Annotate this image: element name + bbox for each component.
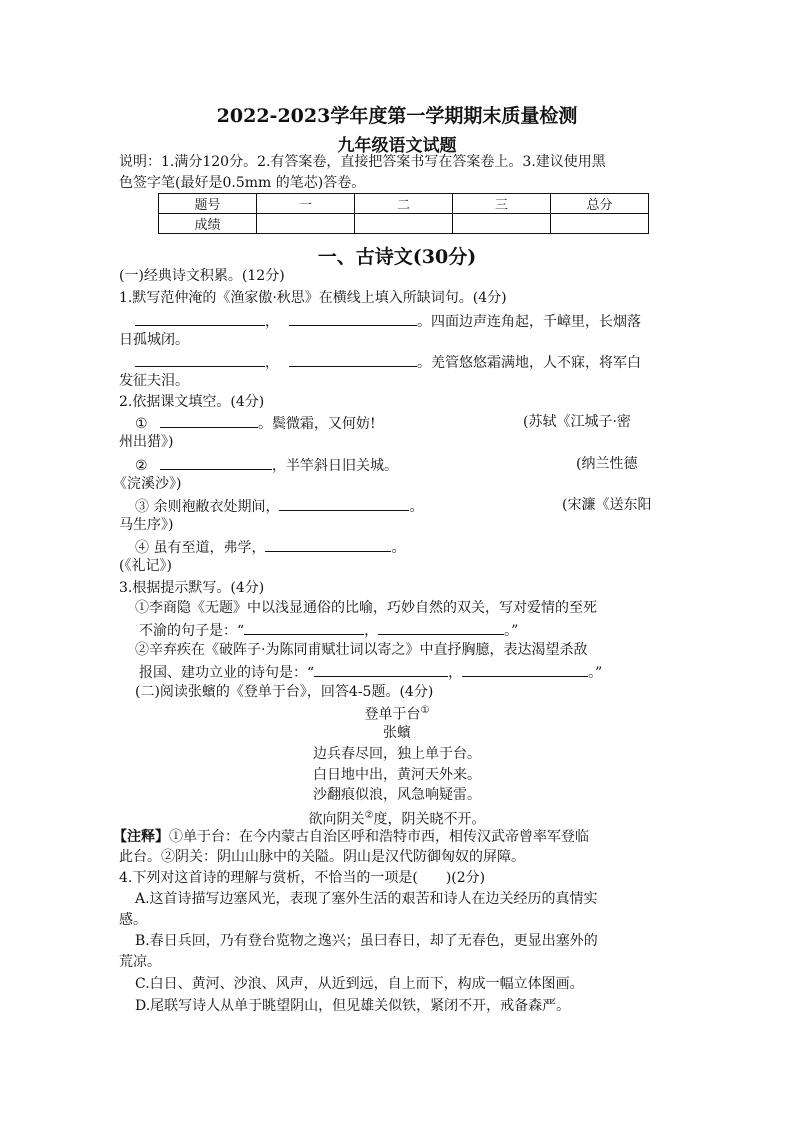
source-citation: 马生序》) xyxy=(119,517,174,533)
score-cell[interactable] xyxy=(257,214,355,234)
question-2-stem: 2.依据课文填空。(4分) xyxy=(119,394,265,410)
answer-blank[interactable] xyxy=(135,352,265,367)
score-table xyxy=(158,193,649,234)
poem-title-text: 登单于台 xyxy=(364,706,421,723)
poem-line xyxy=(0,807,794,829)
answer-blank[interactable] xyxy=(160,455,272,470)
instructions-line-1: 说明：1.满分120分。2.有答案卷，直接把答案书写在答案卷上。3.建议使用黑 xyxy=(119,154,606,170)
option-d: D.尾联写诗人从单于眺望阴山，但见雄关似铁，紧闭不开，戒备森严。 xyxy=(135,998,571,1014)
source-citation: 州出猎》) xyxy=(119,434,174,450)
text: ，半竿斜日旧关城。 xyxy=(272,458,399,474)
score-cell[interactable] xyxy=(453,214,551,234)
text: 。” xyxy=(504,623,519,639)
score-cell[interactable] xyxy=(551,214,649,234)
question-3-answer-1 xyxy=(139,620,518,640)
question-3-prompt-1: ①李商隐《无题》中以浅显通俗的比喻，巧妙自然的双关，写对爱情的至死 xyxy=(135,600,597,616)
answer-blank[interactable] xyxy=(135,311,265,326)
text: ③ 余则袍敝衣处期间， xyxy=(135,499,280,515)
poem-line: 边兵春尽回，独上单于台。 xyxy=(313,746,481,762)
text: 度，阴关晓不开。 xyxy=(373,811,486,828)
option-a-cont: 感。 xyxy=(119,912,147,928)
separator: ， xyxy=(364,623,379,639)
text: 。鬓微霜，又何妨! xyxy=(258,416,376,432)
question-4-stem: 4.下列对这首诗的理解与赏析，不恰当的一项是( )(2分) xyxy=(119,870,486,886)
part-heading: (一)经典诗文积累。(12分) xyxy=(119,268,285,284)
score-row-label: 成绩 xyxy=(159,214,257,234)
question-1-line-1 xyxy=(135,311,641,331)
answer-blank[interactable] xyxy=(244,620,364,635)
annotation-line-2: 此台。②阴关：阴山山脉中的关隘。阴山是汉代防御匈奴的屏障。 xyxy=(119,849,525,865)
answer-blank[interactable] xyxy=(160,413,258,428)
answer-blank[interactable] xyxy=(279,496,409,511)
separator: ， xyxy=(265,355,279,371)
score-header-cell: 一 xyxy=(257,194,355,214)
score-table-row xyxy=(159,214,649,234)
score-header-cell: 二 xyxy=(355,194,453,214)
question-3-prompt-2: ②辛弃疾在《破阵子·为陈同甫赋壮词以寄之》中直抒胸臆，表达渴望杀敌 xyxy=(135,642,588,658)
score-cell[interactable] xyxy=(355,214,453,234)
footnote-mark: ① xyxy=(420,705,430,716)
score-header-cell: 三 xyxy=(453,194,551,214)
annotation-line-1 xyxy=(113,828,589,846)
source-citation: (《礼记》) xyxy=(119,558,172,574)
score-header-cell: 总分 xyxy=(551,194,649,214)
question-1-stem: 1.默写范仲淹的《渔家傲·秋思》在横线上填入所缺词句。(4分) xyxy=(119,290,507,306)
source-citation: (纳兰性德 xyxy=(576,456,638,472)
option-a: A.这首诗描写边塞风光，表现了塞外生活的艰苦和诗人在边关经历的真情实 xyxy=(135,891,598,907)
text: 。四面边声连角起，千嶂里，长烟落 xyxy=(417,314,641,330)
score-header-cell: 题号 xyxy=(159,194,257,214)
text: ①单于台：在今内蒙古自治区呼和浩特市西，相传汉武帝曾率军登临 xyxy=(169,829,589,845)
question-2-item-3 xyxy=(135,496,423,516)
option-b-cont: 荒凉。 xyxy=(119,954,161,970)
text: 不渝的句子是：“ xyxy=(139,623,245,639)
question-2-item-2 xyxy=(135,455,398,475)
section-title: 一、古诗文(30分) xyxy=(317,246,477,268)
source-citation: (苏轼《江城子·密 xyxy=(523,414,631,430)
exam-title: 2022-2023学年度第一学期期末质量检测 xyxy=(216,105,578,127)
answer-blank[interactable] xyxy=(289,311,417,326)
text: 。 xyxy=(409,499,424,515)
answer-blank[interactable] xyxy=(378,620,504,635)
question-1-line-4: 发征夫泪。 xyxy=(119,373,189,389)
text: 。 xyxy=(391,540,406,556)
text: 。羌管悠悠霜满地，人不寐，将军白 xyxy=(417,355,641,371)
question-2-item-1 xyxy=(135,413,376,433)
question-1-line-3 xyxy=(135,352,641,372)
question-1-line-2: 日孤城闭。 xyxy=(119,332,189,348)
item-number: ② xyxy=(135,458,148,474)
source-citation: (宋濂《送东阳 xyxy=(562,497,652,513)
answer-blank[interactable] xyxy=(289,352,417,367)
question-3-stem: 3.根据提示默写。(4分) xyxy=(119,580,265,596)
text: 。” xyxy=(588,665,603,681)
text: ④ 虽有至道，弗学， xyxy=(135,540,266,556)
part-heading: (二)阅读张蠙的《登单于台》，回答4-5题。(4分) xyxy=(135,684,434,700)
answer-blank[interactable] xyxy=(462,662,588,677)
text: 欲向阴关 xyxy=(308,811,365,828)
exam-subtitle: 九年级语文试题 xyxy=(337,136,457,156)
poem-title xyxy=(0,702,794,724)
answer-blank[interactable] xyxy=(265,537,391,552)
poem-author: 张蠙 xyxy=(383,725,411,741)
text: 报国、建功立业的诗句是：“ xyxy=(139,665,315,681)
option-b: B.春日兵回，乃有登台览物之逸兴；虽曰春日，却了无春色，更显出塞外的 xyxy=(135,933,598,949)
poem-line: 沙翻痕似浪，风急响疑雷。 xyxy=(313,787,481,803)
annotation-tag: 【注释】 xyxy=(113,829,169,845)
item-number: ① xyxy=(135,416,148,432)
score-table-header-row xyxy=(159,194,649,214)
poem-line: 白日地中出，黄河天外来。 xyxy=(313,767,481,783)
question-2-item-4 xyxy=(135,537,405,557)
source-citation: 《浣溪沙》) xyxy=(113,476,182,492)
separator: ， xyxy=(448,665,463,681)
instructions-line-2: 色签字笔(最好是0.5mm 的笔芯)答卷。 xyxy=(119,175,366,191)
footnote-mark: ② xyxy=(364,810,374,821)
separator: ， xyxy=(265,314,279,330)
question-3-answer-2 xyxy=(139,662,602,682)
answer-blank[interactable] xyxy=(314,662,448,677)
option-c: C.白日、黄河、沙浪、风声，从近到远，自上而下，构成一幅立体图画。 xyxy=(135,976,584,992)
